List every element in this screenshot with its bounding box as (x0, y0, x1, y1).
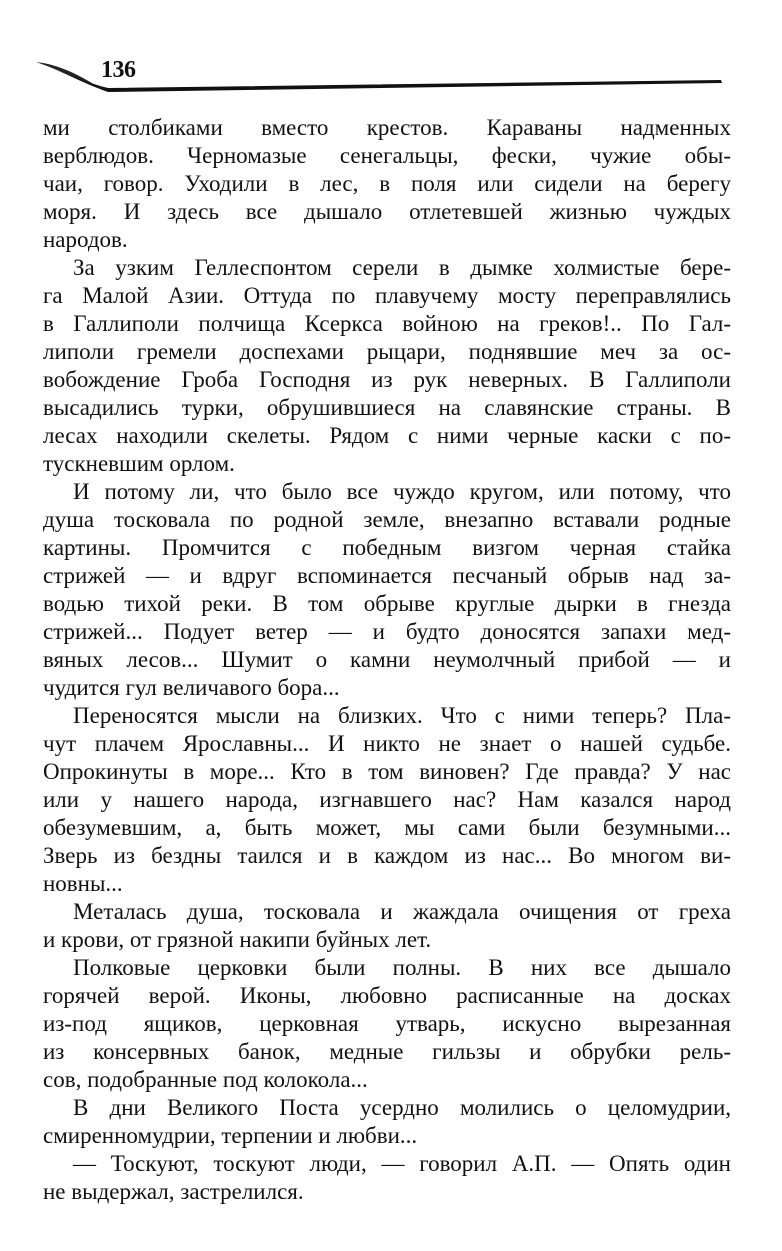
text-line: лесах находили скелеты. Рядом с ними черные каски с по- (43, 423, 731, 448)
paragraph (43, 478, 731, 702)
text-line: Переносятся мысли на близких. Что с ними теперь? Пла- (73, 703, 731, 728)
text-line: вяных лесов... Шумит о камни неумолчный прибой — и (43, 647, 731, 672)
page-number: 136 (101, 57, 136, 83)
text-line: тускневшим орлом. (43, 451, 235, 476)
text-line: чудится гул величавого бора... (43, 675, 340, 700)
paragraph (43, 114, 731, 254)
text-line: высадились турки, обрушившиеся на славянские страны. В (43, 395, 731, 420)
text-line: Зверь из бездны таился и в каждом из нас... Во многом ви- (43, 843, 731, 868)
text-line: в Галлиполи полчища Ксеркса войною на греков!.. По Гал- (43, 311, 731, 336)
text-line: горячей верой. Иконы, любовно расписанные на досках (43, 983, 731, 1008)
text-line: верблюдов. Черномазые сенегальцы, фески, чужие обы- (43, 143, 731, 168)
text-line: И потому ли, что было все чуждо кругом, или потому, что (73, 479, 731, 504)
text-line: чаи, говор. Уходили в лес, в поля или сидели на берегу (43, 171, 731, 196)
text-line: стрижей... Подует ветер — и будто доносятся запахи мед- (43, 619, 731, 644)
text-line: Полковые церковки были полны. В них все дышало (73, 955, 731, 980)
text-line: из консервных банок, медные гильзы и обрубки рель- (43, 1039, 731, 1064)
text-line: сов, подобранные под колокола... (43, 1067, 368, 1092)
text-line: картины. Промчится с победным визгом черная стайка (43, 535, 731, 560)
text-line: Металась душа, тосковала и жаждала очищения от греха (73, 899, 731, 924)
text-line: смиренномудрии, терпении и любви... (43, 1123, 418, 1148)
text-line: народов. (43, 227, 128, 252)
text-line: га Малой Азии. Оттуда по плавучему мосту переправлялись (43, 283, 731, 308)
text-line: и крови, от грязной накипи буйных лет. (43, 927, 432, 952)
text-line: новны... (43, 871, 123, 896)
text-line: вобождение Гроба Господня из рук неверных. В Галлиполи (43, 367, 731, 392)
text-line: из-под ящиков, церковная утварь, искусно вырезанная (43, 1011, 731, 1036)
text-line: не выдержал, застрелился. (43, 1179, 304, 1204)
text-line: душа тосковала по родной земле, внезапно вставали родные (43, 507, 731, 532)
text-line: ми столбиками вместо крестов. Караваны надменных (43, 115, 731, 140)
text-line: Опрокинуты в море... Кто в том виновен? Где правда? У нас (43, 759, 731, 784)
text-line: моря. И здесь все дышало отлетевшей жизнью чуждых (43, 199, 731, 224)
paragraph (43, 1094, 731, 1150)
text-line: липоли гремели доспехами рыцари, поднявшие меч за ос- (43, 339, 731, 364)
header-ornament-rule (0, 0, 782, 110)
text-line: водью тихой реки. В том обрыве круглые дырки в гнезда (43, 591, 731, 616)
book-page-text (43, 114, 731, 1206)
text-line: За узким Геллеспонтом серели в дымке холмистые бере- (73, 255, 731, 280)
paragraph (43, 1150, 731, 1206)
paragraph (43, 898, 731, 954)
text-line: обезумевшим, а, быть может, мы сами были безумными... (43, 815, 731, 840)
text-line: В дни Великого Поста усердно молились о целомудрии, (73, 1095, 731, 1120)
text-line: чут плачем Ярославны... И никто не знает о нашей судьбе. (43, 731, 731, 756)
paragraph (43, 954, 731, 1094)
text-line: или у нашего народа, изгнавшего нас? Нам казался народ (43, 787, 731, 812)
text-line: стрижей — и вдруг вспоминается песчаный обрыв над за- (43, 563, 731, 588)
text-line: — Тоскуют, тоскуют люди, — говорил А.П. — Опять один (73, 1151, 731, 1176)
paragraph (43, 702, 731, 898)
paragraph (43, 254, 731, 478)
